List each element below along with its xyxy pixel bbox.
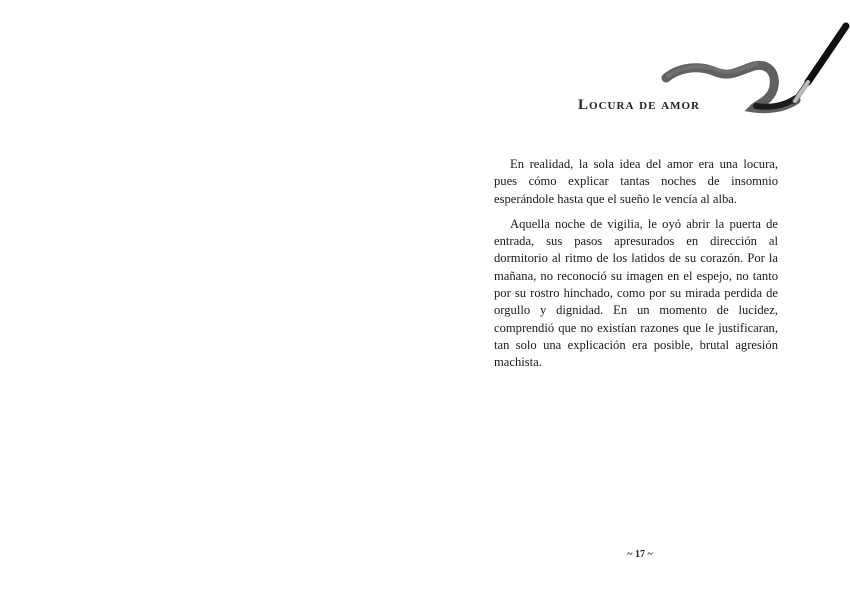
body-text (494, 156, 778, 380)
page-number: ~ 17 ~ (627, 549, 653, 560)
chapter-title: Locura de amor (578, 97, 700, 113)
paragraph-1: En realidad, la sola idea del amor era una locura, pues cómo explicar tantas noches de insomnio esperándole hasta que el sueño le vencía al alba. (494, 157, 778, 206)
paragraph-2: Aquella noche de vigilia, le oyó abrir la puerta de entrada, sus pasos apresurados en dirección al dormitorio al ritmo de los latidos de su corazón. Por la mañana, no reconoció su imagen en el espejo, no tanto por su rostro hinchado, como por su mirada perdida de orgullo y dignidad. En un momento de lucidez, comprendió que no existían razones que le justificaran, tan solo una explicación era posible, brutal agresión machista. (494, 216, 778, 370)
